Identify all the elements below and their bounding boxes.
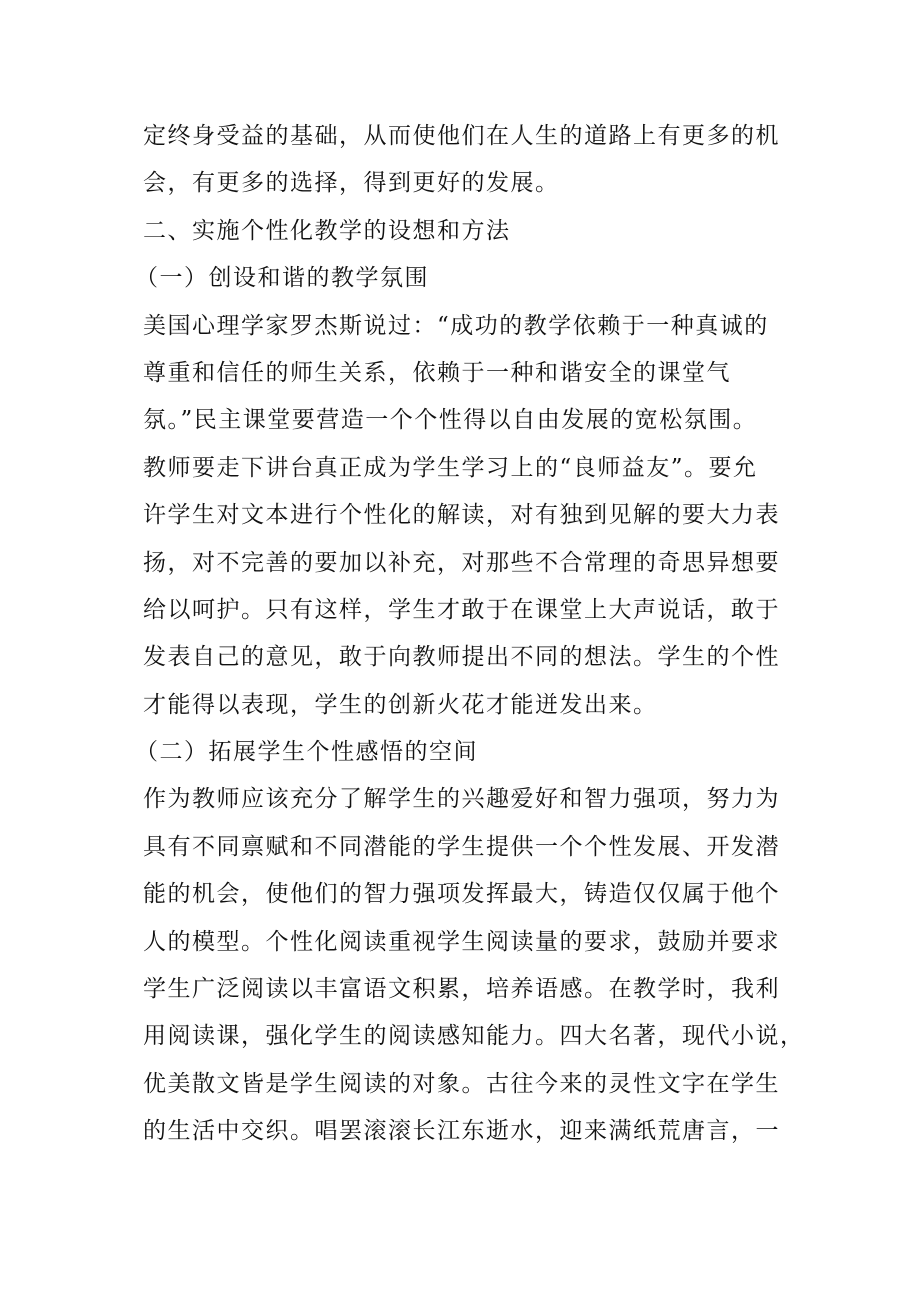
text-line: 扬，对不完善的要加以补充，对那些不合常理的奇思异想要 — [143, 549, 780, 576]
text-line: 用阅读课，强化学生的阅读感知能力。四大名著，现代小说， — [143, 1023, 805, 1050]
subsection-heading: （二）拓展学生个性感悟的空间 — [135, 739, 478, 766]
text-line: 优美散文皆是学生阅读的对象。古往今来的灵性文字在学生 — [143, 1070, 780, 1097]
text-line: 会，有更多的选择，得到更好的发展。 — [143, 170, 560, 197]
text-line: 美国心理学家罗杰斯说过：“成功的教学依赖于一种真诚的 — [143, 312, 769, 339]
document-body — [135, 113, 805, 1156]
text-line: 定终身受益的基础，从而使他们在人生的道路上有更多的机 — [143, 123, 780, 149]
text-line: 人的模型。个性化阅读重视学生阅读量的要求，鼓励并要求 — [143, 928, 780, 955]
text-line: 才能得以表现，学生的创新火花才能迸发出来。 — [143, 691, 658, 718]
text-line: 许学生对文本进行个性化的解读，对有独到见解的要大力表 — [143, 502, 780, 529]
text-line: 尊重和信任的师生关系，依赖于一种和谐安全的课堂气 — [143, 359, 731, 386]
subsection-heading: （一）创设和谐的教学氛围 — [135, 265, 429, 292]
text-line: 给以呵护。只有这样，学生才敢于在课堂上大声说话，敢于 — [143, 596, 780, 623]
text-line: 具有不同禀赋和不同潜能的学生提供一个个性发展、开发潜 — [143, 833, 780, 860]
text-line: 能的机会，使他们的智力强项发挥最大，铸造仅仅属于他个 — [143, 881, 780, 908]
text-line: 的生活中交织。唱罢滚滚长江东逝水，迎来满纸荒唐言，一 — [143, 1118, 780, 1145]
text-line: 发表自己的意见，敢于向教师提出不同的想法。学生的个性 — [143, 644, 780, 671]
section-heading: 二、实施个性化教学的设想和方法 — [143, 217, 511, 244]
text-line: 氛。”民主课堂要营造一个个性得以自由发展的宽松氛围。 — [143, 407, 758, 434]
text-line: 学生广泛阅读以丰富语文积累，培养语感。在教学时，我利 — [143, 976, 780, 1003]
text-line: 教师要走下讲台真正成为学生学习上的“良师益友”。要允 — [143, 454, 758, 481]
text-line: 作为教师应该充分了解学生的兴趣爱好和智力强项，努力为 — [143, 786, 780, 813]
